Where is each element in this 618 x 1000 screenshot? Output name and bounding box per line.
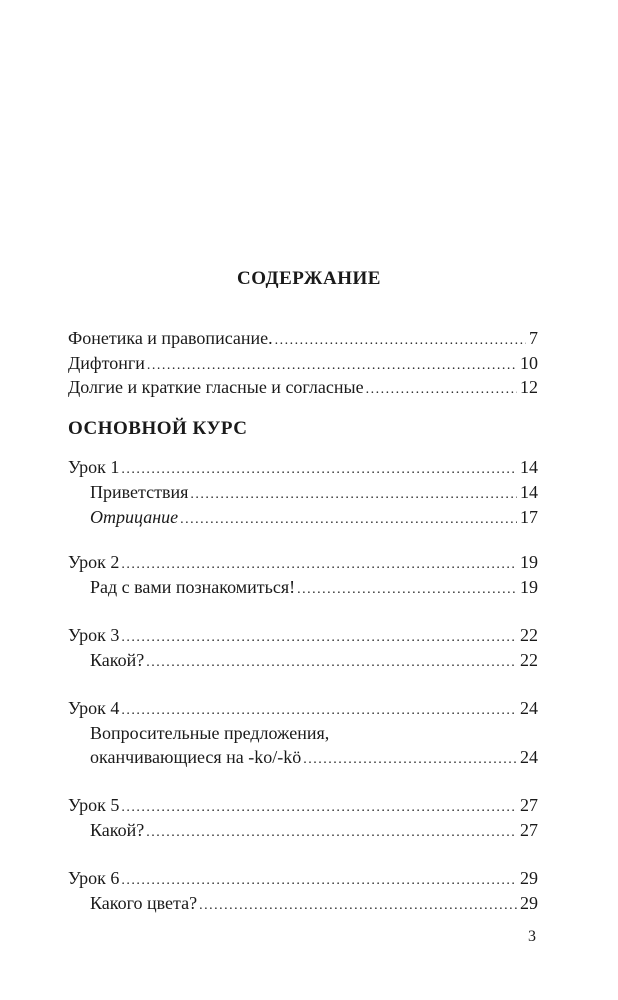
toc-entry-page: 24	[520, 747, 538, 767]
toc-entry[interactable]	[68, 351, 538, 375]
leader-dots	[121, 553, 517, 577]
page-number: 3	[528, 928, 536, 945]
toc-entry-label: Фонетика и правописание.	[68, 328, 273, 348]
toc-entry-label: Приветствия	[90, 482, 189, 502]
lesson-entry[interactable]	[68, 866, 538, 890]
toc-entry-label: Какой?	[90, 650, 145, 670]
leader-dots	[297, 578, 517, 602]
leader-dots	[303, 748, 517, 772]
toc-entry-label: Урок 6	[68, 868, 120, 888]
toc-entry-page: 22	[520, 650, 538, 670]
toc-entry-label: Урок 3	[68, 625, 120, 645]
leader-dots	[121, 869, 517, 893]
lesson-entry[interactable]	[68, 550, 538, 574]
topic-entry[interactable]	[90, 891, 538, 915]
toc-entry[interactable]	[68, 326, 538, 350]
leader-dots	[121, 699, 517, 723]
topic-entry-line1: Вопросительные предложения,	[90, 723, 330, 743]
topic-entry[interactable]	[90, 575, 538, 599]
toc-entry-page: 24	[520, 698, 538, 718]
leader-dots	[366, 378, 517, 402]
section-title: ОСНОВНОЙ КУРС	[68, 418, 248, 439]
toc-entry[interactable]	[68, 375, 538, 399]
toc-entry-label: Долгие и краткие гласные и согласные	[68, 377, 364, 397]
toc-entry-page: 27	[520, 820, 538, 840]
topic-entry[interactable]	[90, 648, 538, 672]
leader-dots	[121, 796, 517, 820]
toc-entry-page: 22	[520, 625, 538, 645]
lesson-entry[interactable]	[68, 455, 538, 479]
leader-dots	[146, 821, 517, 845]
toc-entry-page: 17	[520, 507, 538, 527]
toc-entry-label: Какой?	[90, 820, 145, 840]
toc-entry-page: 14	[520, 457, 538, 477]
topic-entry[interactable]	[90, 745, 538, 769]
lesson-entry[interactable]	[68, 623, 538, 647]
toc-entry-page: 19	[520, 552, 538, 572]
toc-entry-page: 10	[520, 353, 538, 373]
toc-title: СОДЕРЖАНИЕ	[237, 268, 381, 289]
toc-entry-label: Урок 4	[68, 698, 120, 718]
toc-entry-label: Отрицание	[90, 507, 179, 527]
toc-entry-page: 29	[520, 868, 538, 888]
toc-entry-label: Урок 2	[68, 552, 120, 572]
topic-entry[interactable]	[90, 818, 538, 842]
toc-entry-label: Урок 1	[68, 457, 120, 477]
toc-entry-label: Рад с вами познакомиться!	[90, 577, 296, 597]
toc-entry-label: оканчивающиеся на -ko/-kö	[90, 747, 302, 767]
leader-dots	[121, 458, 517, 482]
toc-entry-page: 29	[520, 893, 538, 913]
topic-entry[interactable]	[90, 480, 538, 504]
leader-dots	[190, 483, 517, 507]
lesson-entry[interactable]	[68, 696, 538, 720]
lesson-entry[interactable]	[68, 793, 538, 817]
toc-entry-page: 27	[520, 795, 538, 815]
leader-dots	[146, 651, 517, 675]
leader-dots	[180, 508, 517, 532]
toc-entry-label: Урок 5	[68, 795, 120, 815]
leader-dots	[275, 329, 526, 353]
toc-entry-label: Дифтонги	[68, 353, 145, 373]
leader-dots	[121, 626, 517, 650]
toc-entry-page: 12	[520, 377, 538, 397]
toc-entry-page: 19	[520, 577, 538, 597]
topic-entry[interactable]	[90, 505, 538, 529]
leader-dots	[199, 894, 517, 918]
toc-entry-label: Какого цвета?	[90, 893, 198, 913]
toc-entry-page: 7	[529, 328, 538, 348]
toc-entry-page: 14	[520, 482, 538, 502]
